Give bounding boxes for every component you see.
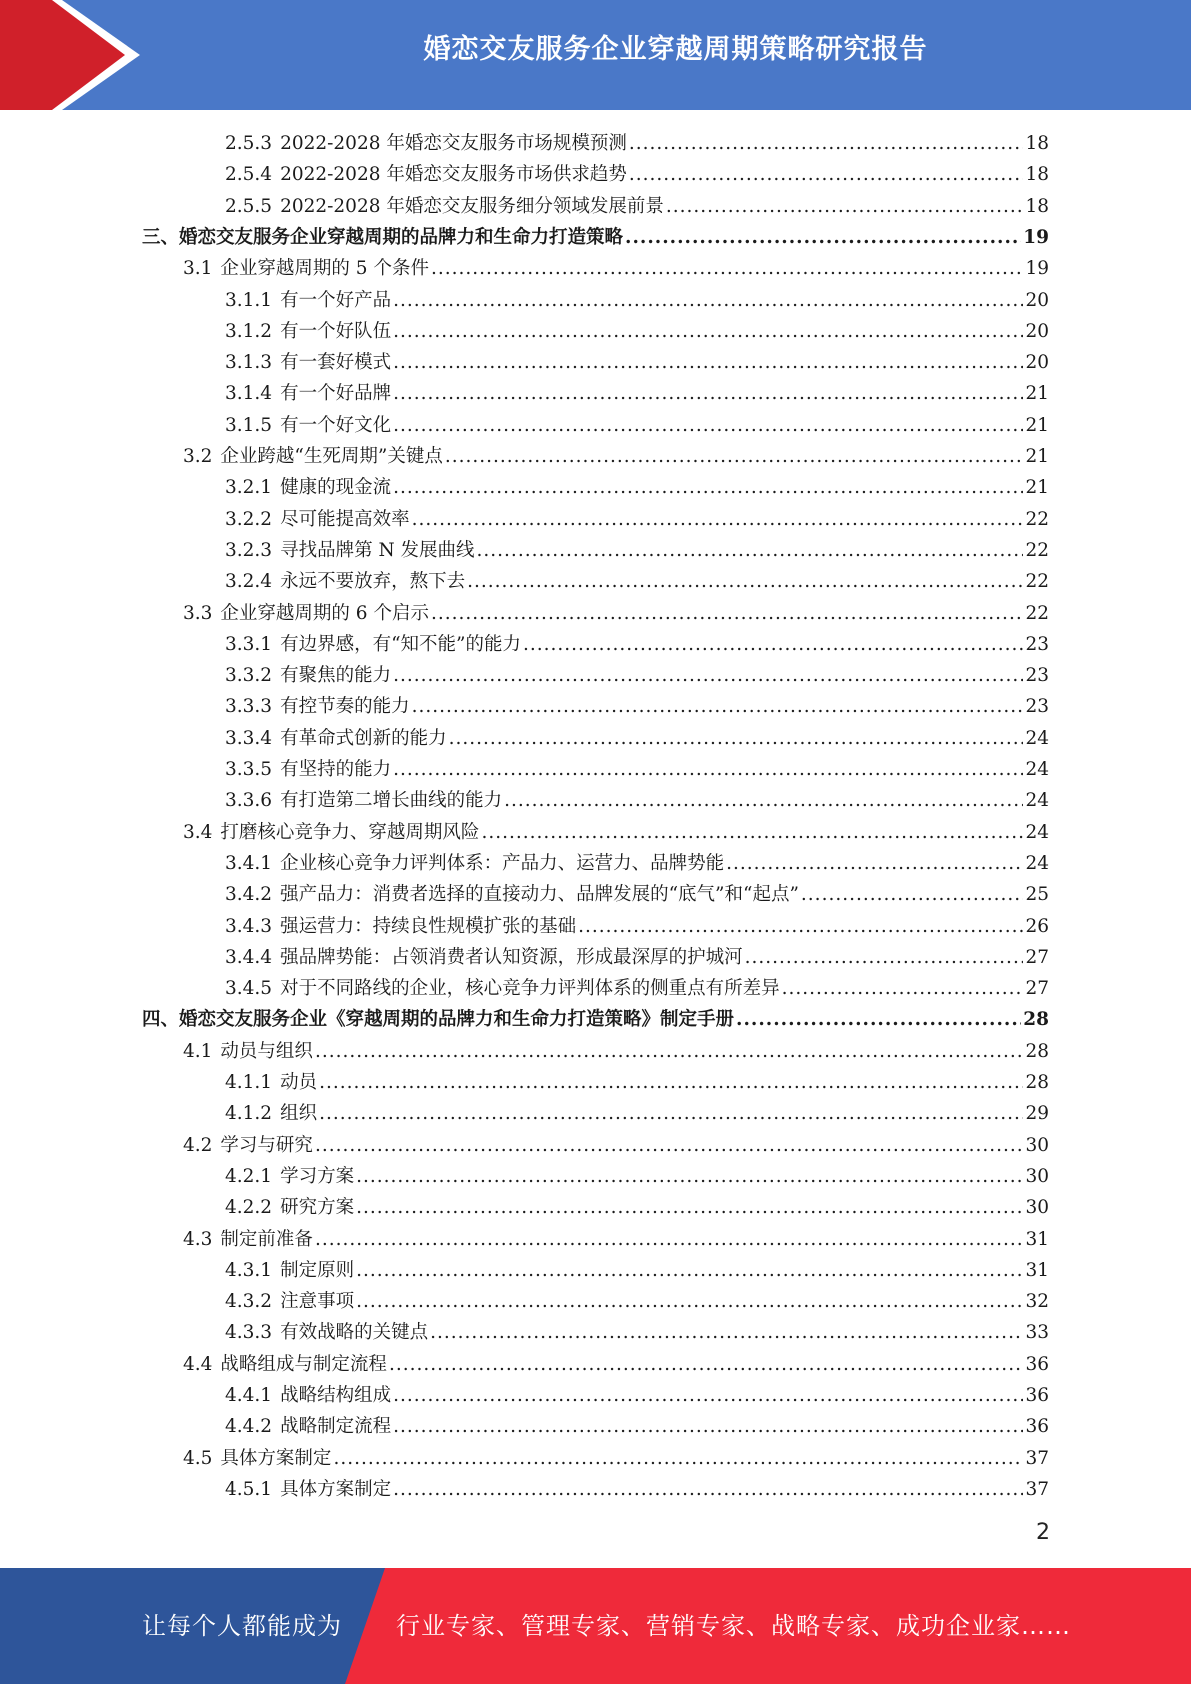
toc-entry-title: 有一个好队伍 xyxy=(280,320,392,342)
toc-entry[interactable] xyxy=(225,1067,1049,1098)
toc-entry-page: 22 xyxy=(1025,571,1049,593)
toc-entry[interactable] xyxy=(225,410,1049,441)
toc-dot-leader xyxy=(393,410,1023,441)
toc-entry[interactable] xyxy=(183,441,1049,472)
page-footer xyxy=(0,1568,1191,1684)
toc-dot-leader xyxy=(666,191,1024,222)
toc-entry[interactable] xyxy=(225,848,1049,879)
toc-dot-leader xyxy=(801,879,1024,910)
toc-dot-leader xyxy=(319,1067,1023,1098)
toc-dot-leader xyxy=(481,817,1023,848)
toc-entry-page: 18 xyxy=(1025,133,1049,154)
toc-entry-page: 37 xyxy=(1025,1478,1049,1500)
toc-dot-leader xyxy=(315,1224,1024,1255)
toc-entry-page: 31 xyxy=(1025,1259,1049,1281)
toc-entry-title: 企业穿越周期的 5 个条件 xyxy=(220,258,429,280)
toc-entry-title: 打磨核心竞争力、穿越周期风险 xyxy=(220,821,480,843)
toc-entry-number: 3.1 xyxy=(183,258,213,280)
toc-entry-number: 4.5.1 xyxy=(225,1478,273,1500)
toc-entry-title: 战略制定流程 xyxy=(280,1416,392,1438)
toc-dot-leader xyxy=(393,316,1023,347)
toc-entry-page: 24 xyxy=(1025,759,1049,780)
toc-entry-number: 4.1 xyxy=(183,1040,213,1062)
toc-entry-page: 27 xyxy=(1025,946,1049,968)
toc-entry-number: 3.3 xyxy=(183,602,213,624)
toc-entry-title: 研究方案 xyxy=(280,1197,355,1219)
toc-dot-leader xyxy=(736,1004,1021,1035)
toc-entry-number: 3.2.4 xyxy=(225,571,273,593)
toc-entry-page: 22 xyxy=(1025,602,1049,624)
toc-entry-number: 3.3.1 xyxy=(225,633,273,655)
toc-entry-number: 4.3.2 xyxy=(225,1291,273,1313)
toc-entry-number: 4.3 xyxy=(183,1228,213,1250)
toc-entry-number: 4.1.2 xyxy=(225,1103,273,1125)
toc-entry-title: 有一个好文化 xyxy=(280,414,392,436)
toc-dot-leader xyxy=(319,1098,1023,1129)
toc-entry-title: 企业核心竞争力评判体系：产品力、运营力、品牌势能 xyxy=(280,852,725,874)
toc-entry-title: 企业穿越周期的 6 个启示 xyxy=(220,602,429,624)
toc-dot-leader xyxy=(726,848,1023,879)
toc-dot-leader xyxy=(745,942,1024,973)
report-title: 婚恋交友服务企业穿越周期策略研究报告 xyxy=(423,34,928,65)
toc-entry-number: 4.5 xyxy=(183,1447,213,1469)
toc-entry-page: 32 xyxy=(1025,1291,1049,1313)
toc-entry-title: 有一个好品牌 xyxy=(280,383,392,405)
toc-entry[interactable] xyxy=(225,159,1049,190)
toc-entry[interactable] xyxy=(225,660,1049,691)
toc-entry-number: 3.3.2 xyxy=(225,665,273,687)
toc-entry[interactable] xyxy=(225,911,1049,942)
toc-dot-leader xyxy=(431,598,1023,629)
toc-dot-leader xyxy=(315,1036,1024,1067)
toc-entry-title: 注意事项 xyxy=(280,1291,355,1313)
toc-entry-page: 21 xyxy=(1025,414,1049,436)
toc-entry-number: 3.4 xyxy=(183,821,213,843)
toc-entry-number: 3.2 xyxy=(183,446,213,467)
toc-entry-number: 3.4.4 xyxy=(225,946,273,968)
toc-entry-title: 健康的现金流 xyxy=(280,477,392,499)
toc-dot-leader xyxy=(356,1255,1023,1286)
toc-dot-leader xyxy=(393,347,1023,378)
toc-entry-number: 2.5.4 xyxy=(225,164,273,186)
toc-entry-title: 有一个好产品 xyxy=(280,289,392,311)
toc-entry-number: 4.2.1 xyxy=(225,1165,273,1187)
toc-entry-title: 2022-2028 年婚恋交友服务市场规模预测 xyxy=(280,133,627,154)
toc-entry-page: 24 xyxy=(1025,727,1049,749)
toc-entry-page: 19 xyxy=(1023,226,1049,248)
toc-entry[interactable] xyxy=(225,879,1049,910)
toc-entry-page: 37 xyxy=(1025,1447,1049,1469)
toc-dot-leader xyxy=(393,754,1023,785)
toc-entry-number: 3.4.2 xyxy=(225,884,273,906)
toc-entry-page: 20 xyxy=(1025,352,1049,374)
toc-entry-page: 36 xyxy=(1025,1385,1049,1406)
toc-entry-title: 寻找品牌第 N 发展曲线 xyxy=(280,539,475,561)
toc-entry-number: 3.1.2 xyxy=(225,320,273,342)
toc-dot-leader xyxy=(629,128,1024,159)
toc-dot-leader xyxy=(629,159,1024,190)
toc-entry-number: 3.1.1 xyxy=(225,289,273,311)
toc-entry[interactable] xyxy=(225,472,1049,503)
toc-dot-leader xyxy=(782,973,1024,1004)
toc-dot-leader xyxy=(467,566,1023,597)
toc-entry[interactable] xyxy=(225,1161,1049,1192)
page-number: 2 xyxy=(1036,1520,1050,1545)
toc-entry-number: 4.4.2 xyxy=(225,1416,273,1438)
toc-entry[interactable] xyxy=(225,1192,1049,1223)
toc-entry[interactable] xyxy=(225,1380,1049,1411)
toc-entry-number: 3.2.3 xyxy=(225,539,273,561)
toc-entry-number: 3.2.2 xyxy=(225,508,273,530)
toc-dot-leader xyxy=(393,285,1023,316)
toc-dot-leader xyxy=(393,1411,1023,1442)
toc-entry-title: 学习方案 xyxy=(280,1165,355,1187)
toc-dot-leader xyxy=(477,535,1024,566)
toc-entry-page: 28 xyxy=(1025,1040,1049,1062)
toc-entry-title: 制定前准备 xyxy=(220,1228,313,1250)
toc-entry-number: 3.1.3 xyxy=(225,352,273,374)
toc-entry-page: 30 xyxy=(1025,1134,1049,1156)
toc-entry-number: 3.3.5 xyxy=(225,759,273,780)
toc-entry[interactable] xyxy=(225,1317,1049,1348)
toc-entry-number: 4.3.3 xyxy=(225,1322,273,1344)
toc-entry-number: 4.4.1 xyxy=(225,1385,273,1406)
toc-entry-title: 四、婚恋交友服务企业《穿越周期的品牌力和生命力打造策略》制定手册 xyxy=(142,1009,735,1031)
toc-entry[interactable] xyxy=(225,1474,1049,1505)
toc-dot-leader xyxy=(393,1380,1023,1411)
toc-entry-page: 24 xyxy=(1025,852,1049,874)
toc-entry-title: 有革命式创新的能力 xyxy=(280,727,447,749)
toc-entry[interactable] xyxy=(225,1098,1049,1129)
toc-entry-title: 制定原则 xyxy=(280,1259,355,1281)
toc-entry-title: 组织 xyxy=(280,1103,318,1125)
toc-dot-leader xyxy=(523,629,1023,660)
toc-entry-page: 31 xyxy=(1025,1228,1049,1250)
toc-dot-leader xyxy=(412,504,1024,535)
toc-entry-page: 29 xyxy=(1025,1103,1049,1125)
toc-entry-page: 28 xyxy=(1025,1072,1049,1093)
toc-entry-number: 3.3.6 xyxy=(225,790,273,812)
toc-entry-page: 19 xyxy=(1025,258,1049,280)
toc-entry-title: 有聚焦的能力 xyxy=(280,665,392,687)
toc-dot-leader xyxy=(333,1443,1023,1474)
toc-entry[interactable] xyxy=(225,942,1049,973)
toc-dot-leader xyxy=(412,691,1024,722)
toc-entry-title: 动员与组织 xyxy=(220,1040,313,1062)
toc-entry-number: 4.3.1 xyxy=(225,1259,273,1281)
toc-entry-number: 3.4.3 xyxy=(225,915,273,937)
toc-entry-page: 28 xyxy=(1023,1009,1049,1031)
toc-dot-leader xyxy=(315,1130,1024,1161)
toc-entry-number: 4.1.1 xyxy=(225,1072,273,1093)
toc-entry-title: 三、婚恋交友服务企业穿越周期的品牌力和生命力打造策略 xyxy=(142,226,624,248)
toc-entry-number: 3.2.1 xyxy=(225,477,273,499)
toc-entry[interactable] xyxy=(225,191,1049,222)
toc-dot-leader xyxy=(393,472,1023,503)
toc-dot-leader xyxy=(393,660,1023,691)
toc-dot-leader xyxy=(504,785,1023,816)
toc-entry-title: 强运营力：持续良性规模扩张的基础 xyxy=(280,915,577,937)
toc-entry[interactable] xyxy=(225,973,1049,1004)
toc-entry-page: 22 xyxy=(1025,539,1049,561)
toc-entry-page: 24 xyxy=(1025,790,1049,812)
toc-entry[interactable] xyxy=(225,347,1049,378)
header-arrow-decoration xyxy=(0,0,160,110)
toc-entry-title: 企业跨越“生死周期”关键点 xyxy=(220,446,443,467)
toc-entry[interactable] xyxy=(183,1349,1049,1380)
toc-entry-page: 23 xyxy=(1025,696,1049,718)
toc-entry[interactable] xyxy=(225,378,1049,409)
toc-entry-title: 有控节奏的能力 xyxy=(280,696,410,718)
toc-entry-number: 4.4 xyxy=(183,1353,213,1375)
toc-entry-page: 33 xyxy=(1025,1322,1049,1344)
toc-entry-title: 有一套好模式 xyxy=(280,352,392,374)
toc-entry-page: 36 xyxy=(1025,1353,1049,1375)
toc-entry-number: 3.4.1 xyxy=(225,852,273,874)
toc-entry-number: 3.3.4 xyxy=(225,727,273,749)
toc-dot-leader xyxy=(625,222,1021,253)
footer-slogan-left: 让每个人都能成为 xyxy=(142,1612,342,1640)
toc-entry-title: 有边界感，有“知不能”的能力 xyxy=(280,633,521,655)
toc-dot-leader xyxy=(445,441,1024,472)
toc-entry-page: 30 xyxy=(1025,1165,1049,1187)
page-header xyxy=(0,0,1191,110)
toc-entry-page: 20 xyxy=(1025,289,1049,311)
toc-entry-title: 有坚持的能力 xyxy=(280,759,392,780)
toc-entry-title: 具体方案制定 xyxy=(220,1447,332,1469)
toc-entry-page: 21 xyxy=(1025,383,1049,405)
toc-dot-leader xyxy=(356,1192,1023,1223)
toc-entry-title: 有效战略的关键点 xyxy=(280,1322,429,1344)
toc-entry-title: 2022-2028 年婚恋交友服务细分领域发展前景 xyxy=(280,195,664,217)
toc-entry-title: 强品牌势能：占领消费者认知资源，形成最深厚的护城河 xyxy=(280,946,743,968)
toc-entry-title: 尽可能提高效率 xyxy=(280,508,410,530)
toc-entry-title: 强产品力：消费者选择的直接动力、品牌发展的“底气”和“起点” xyxy=(280,884,799,906)
toc-entry-page: 26 xyxy=(1025,915,1049,937)
toc-dot-leader xyxy=(389,1349,1024,1380)
toc-entry-page: 18 xyxy=(1025,164,1049,186)
toc-entry-title: 对于不同路线的企业，核心竞争力评判体系的侧重点有所差异 xyxy=(280,978,780,1000)
toc-entry[interactable] xyxy=(225,691,1049,722)
toc-entry-page: 30 xyxy=(1025,1197,1049,1219)
toc-entry[interactable] xyxy=(225,1255,1049,1286)
toc-entry[interactable] xyxy=(142,222,1049,253)
toc-entry[interactable] xyxy=(183,1224,1049,1255)
toc-entry[interactable] xyxy=(183,1443,1049,1474)
toc-entry[interactable] xyxy=(225,535,1049,566)
toc-entry-number: 2.5.5 xyxy=(225,195,273,217)
toc-entry-page: 24 xyxy=(1025,821,1049,843)
toc-entry-page: 23 xyxy=(1025,665,1049,687)
toc-entry-page: 25 xyxy=(1025,884,1049,906)
toc-entry-number: 3.1.4 xyxy=(225,383,273,405)
toc-entry[interactable] xyxy=(225,785,1049,816)
toc-entry-title: 具体方案制定 xyxy=(280,1478,392,1500)
toc-dot-leader xyxy=(356,1286,1023,1317)
toc-entry-title: 战略结构组成 xyxy=(280,1385,392,1406)
toc-entry[interactable] xyxy=(142,1004,1049,1035)
toc-entry-title: 动员 xyxy=(280,1072,318,1093)
toc-entry[interactable] xyxy=(225,128,1049,159)
toc-entry[interactable] xyxy=(225,1286,1049,1317)
toc-entry-title: 2022-2028 年婚恋交友服务市场供求趋势 xyxy=(280,164,627,186)
toc-entry-title: 永远不要放弃，熬下去 xyxy=(280,571,466,593)
toc-entry[interactable] xyxy=(225,504,1049,535)
toc-entry-page: 20 xyxy=(1025,320,1049,342)
toc-entry-title: 有打造第二增长曲线的能力 xyxy=(280,790,503,812)
toc-entry[interactable] xyxy=(225,723,1049,754)
toc-entry[interactable] xyxy=(183,1036,1049,1067)
toc-entry[interactable] xyxy=(225,316,1049,347)
toc-entry-number: 4.2.2 xyxy=(225,1197,273,1219)
toc-entry-title: 战略组成与制定流程 xyxy=(220,1353,387,1375)
toc-dot-leader xyxy=(393,1474,1023,1505)
toc-entry-number: 3.3.3 xyxy=(225,696,273,718)
toc-dot-leader xyxy=(393,378,1023,409)
toc-entry[interactable] xyxy=(183,253,1049,284)
toc-entry-number: 3.4.5 xyxy=(225,978,273,1000)
toc-dot-leader xyxy=(431,253,1023,284)
footer-slogan-right: 行业专家、管理专家、营销专家、战略专家、成功企业家…… xyxy=(396,1612,1071,1640)
toc-entry-number: 4.2 xyxy=(183,1134,213,1156)
toc-entry-page: 22 xyxy=(1025,508,1049,530)
toc-entry-number: 3.1.5 xyxy=(225,414,273,436)
toc-entry-page: 21 xyxy=(1025,446,1049,467)
toc-entry-title: 学习与研究 xyxy=(220,1134,313,1156)
toc-dot-leader xyxy=(578,911,1023,942)
toc-dot-leader xyxy=(449,723,1024,754)
toc-entry-page: 18 xyxy=(1025,195,1049,217)
toc-entry[interactable] xyxy=(225,629,1049,660)
toc-entry[interactable] xyxy=(183,1130,1049,1161)
toc-entry-number: 2.5.3 xyxy=(225,133,273,154)
toc-entry[interactable] xyxy=(225,285,1049,316)
toc-entry[interactable] xyxy=(183,598,1049,629)
toc-entry-page: 27 xyxy=(1025,978,1049,1000)
toc-entry-page: 23 xyxy=(1025,633,1049,655)
toc-entry[interactable] xyxy=(225,1411,1049,1442)
toc-entry-page: 21 xyxy=(1025,477,1049,499)
toc-entry[interactable] xyxy=(183,817,1049,848)
toc-entry-page: 36 xyxy=(1025,1416,1049,1438)
toc-entry[interactable] xyxy=(225,754,1049,785)
toc-dot-leader xyxy=(430,1317,1023,1348)
toc-dot-leader xyxy=(356,1161,1023,1192)
toc-entry[interactable] xyxy=(225,566,1049,597)
